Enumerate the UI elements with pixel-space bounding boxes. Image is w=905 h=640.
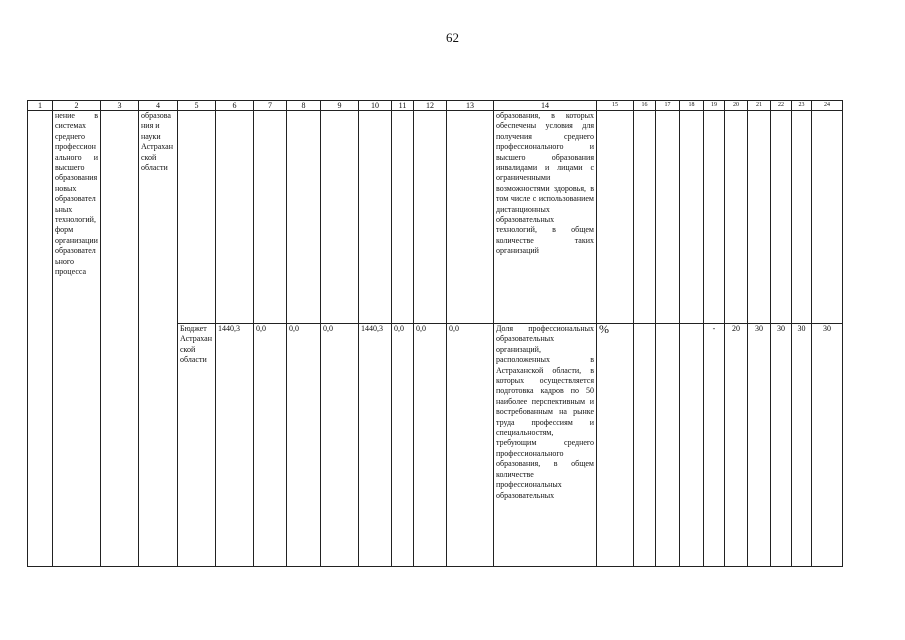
cell-col12: [414, 111, 447, 324]
cell-col23: [792, 111, 812, 324]
cell-unit: %: [597, 324, 634, 567]
col-header: 22: [771, 101, 792, 111]
col-header: 2: [53, 101, 101, 111]
cell-value: 0,0: [414, 324, 447, 567]
cell-col21: [748, 111, 771, 324]
col-header: 14: [494, 101, 597, 111]
cell-col13: [447, 111, 494, 324]
col-header: 10: [359, 101, 392, 111]
cell-col3: [101, 111, 139, 567]
cell-value: 0,0: [392, 324, 414, 567]
cell-col8: [287, 111, 321, 324]
cell-col17: [656, 111, 680, 324]
cell-col17: [656, 324, 680, 567]
col-header: 12: [414, 101, 447, 111]
cell-col24: [812, 111, 843, 324]
col-header: 21: [748, 101, 771, 111]
header-row: [28, 101, 843, 111]
cell-value: 0,0: [447, 324, 494, 567]
col-header: 11: [392, 101, 414, 111]
cell-col1: [28, 111, 53, 567]
cell-value: 30: [792, 324, 812, 567]
table-wrapper: [27, 100, 843, 567]
col-header: 9: [321, 101, 359, 111]
page-number: 62: [446, 30, 459, 45]
cell-value: 30: [748, 324, 771, 567]
col-header: 17: [656, 101, 680, 111]
cell-value: 20: [725, 324, 748, 567]
cell-indicator: образования, в которых обеспечены условия для получения среднего профессионального и высшего образования инвалидами и лицами с ограниченными возможностями здоровья, в том числе с использованием дистанционных образовательных технологий, в общем количестве таких организаций: [494, 111, 597, 324]
col-header: 18: [680, 101, 704, 111]
cell-indicator: Доля профессиональных образовательных организаций, расположенных в Астраханской области, в которых осуществляется подготовка кадров по 50 наиболее перспективным и востребованным на рынке труда профессиям и специальностям, требующим среднего профессионального образования, в общем количестве профессиональных образовательных: [494, 324, 597, 567]
cell-col15: [597, 111, 634, 324]
cell-value: 1440,3: [216, 324, 254, 567]
cell-value: 0,0: [254, 324, 287, 567]
col-header: 23: [792, 101, 812, 111]
col-header: 16: [634, 101, 656, 111]
col-header: 5: [178, 101, 216, 111]
cell-col6: [216, 111, 254, 324]
cell-responsible: образования и науки Астраханской области: [139, 111, 178, 567]
col-header: 15: [597, 101, 634, 111]
col-header: 4: [139, 101, 178, 111]
cell-funding-source: Бюджет Астраханской области: [178, 324, 216, 567]
cell-col9: [321, 111, 359, 324]
cell-value: 0,0: [321, 324, 359, 567]
cell-value: 1440,3: [359, 324, 392, 567]
cell-col20: [725, 111, 748, 324]
cell-col22: [771, 111, 792, 324]
cell-col10: [359, 111, 392, 324]
col-header: 20: [725, 101, 748, 111]
cell-value: 30: [771, 324, 792, 567]
cell-col18: [680, 111, 704, 324]
cell-col19: [704, 111, 725, 324]
col-header: 7: [254, 101, 287, 111]
cell-col7: [254, 111, 287, 324]
cell-col16: [634, 111, 656, 324]
table-row: [28, 111, 843, 324]
col-header: 8: [287, 101, 321, 111]
data-table: [27, 100, 843, 567]
cell-measure-name: нение в системах среднего профессионального и высшего образования новых образовательных технологий, форм организации образовательного процесса: [53, 111, 101, 567]
col-header: 6: [216, 101, 254, 111]
col-header: 13: [447, 101, 494, 111]
cell-col18: [680, 324, 704, 567]
cell-col5: [178, 111, 216, 324]
cell-value: -: [704, 324, 725, 567]
col-header: 1: [28, 101, 53, 111]
cell-value: 30: [812, 324, 843, 567]
cell-col11: [392, 111, 414, 324]
cell-col16: [634, 324, 656, 567]
cell-value: 0,0: [287, 324, 321, 567]
col-header: 24: [812, 101, 843, 111]
col-header: 19: [704, 101, 725, 111]
col-header: 3: [101, 101, 139, 111]
